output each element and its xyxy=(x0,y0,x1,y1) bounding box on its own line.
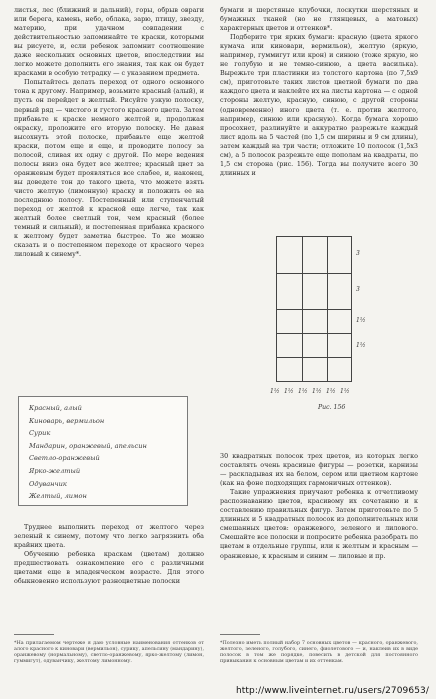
strip-grid-figure xyxy=(270,236,396,446)
footnote-left: *На прилагаемом чертеже я даю условные наименования оттенков от алого красного к киновари (вермильон), сурику, апельсину (мандарину), оранжевому (нормальному), светло-оранжевому, ярко-желтому (лимон, гуммигут), одуванчику, желтому лимонному. xyxy=(14,640,205,665)
hand-list-item: Ярко-желтый xyxy=(29,466,81,475)
footnote-rule xyxy=(220,634,260,635)
hand-list-item: Мандарин, оранжевый, апельсин xyxy=(29,441,147,450)
right-paragraph-1: бумаги и шерстяные клубочки, лоскутки шерстяных и бумажных тканей (но не глянцевых, а матовых) характерных цветов и оттенков*. xyxy=(220,6,418,33)
footnote-right: *Полезно иметь полный набор 7 основных цветов — красного, оранжевого, желтого, зеленого, голубого, синего, фиолетового — и, наклеив их в виде полосок в том же порядке, повесить в детской для постоянного привыкания к основным цветам и их оттенкам. xyxy=(220,640,418,665)
left-paragraph-1: листья, лес (ближний и дальний), горы, обрыв овраги или берега, камень, небо, облака, зарю, птицу, звезду, материю, при удачном совпадении с действительностью запоминайте те краски, которыми вы рисуете, и, если ребенок запомнит соотношение даже нескольких основных цветов, впоследствии вы легко можете дополнить его знания, так как он будет красками в особую тетрадку — с указанием предмета. xyxy=(14,6,204,78)
right-bottom-paragraph-2: Такие упражнения приучают ребенка к отчетливому распознаванию цветов, красивому их сочетанию и к составлению правильных фигур. Затем приготовьте по 5 длинных и 5 квадратных полосок из дополнительных или смешанных цветов: оранжевого, зеленого и лилового. Смешайте все полоски и попросите ребенка разобрать по цветам в отдельные группы, или к желтым и красным — оранжевые, к красным и синим — лиловые и пр. xyxy=(220,488,418,560)
bottom-label: 1½ xyxy=(270,388,280,395)
strip-grid xyxy=(276,236,352,382)
bottom-label: 1½ xyxy=(284,388,294,395)
source-url-watermark[interactable]: http://www.liveinternet.ru/users/2709653/ xyxy=(236,686,429,696)
left-paragraph-2: Попытайтесь делать переход от одного основного тона к другому. Например, возьмите красный (алый), и пусть он перейдет в желтый. Рисуйте узкую полоску, первый ряд — чистого и густого красного цвета. Затем прибавьте к краске немного желтой и, продолжая окраску, проложите его вторую полоску. Не давая высохнуть этой полоске, прибавьте еще желтой краски, потом еще и еще, и проводите полосу за полосой, сливая их одну с другой. По мере ведения полосы вниз она будет все желтее; красный цвет за оранжевым будет проявляться все слабее, и, наконец, вы доведете тон до такого цвета, что можете взять чисто желтую (лимонную) краску и положить ее на последнюю полосу. Постепенный или ступенчатый переход от желтой к красной еще легче, так как желтый более светлый тон, чем красный (более темный и сильный), и постепенная прибавка красного к желтому будет заметна быстрее. То же можно сказать и о постепенном переходе от красного через лиловый к синему*. xyxy=(14,78,204,259)
side-label: 3 xyxy=(356,250,360,257)
figure-caption: Рис. 156 xyxy=(318,404,346,411)
left-bottom-paragraph-1: Труднее выполнить переход от желтого через зеленый к синему, потому что легко загрязнить оба крайних цвета. xyxy=(14,523,204,550)
color-names-handwritten-box xyxy=(18,396,188,506)
hand-list-item: Желтый, лимон xyxy=(29,492,87,501)
hand-list-item: Киноварь, вермильон xyxy=(29,416,105,425)
grid-line xyxy=(277,333,351,334)
side-label: 3 xyxy=(356,286,360,293)
bottom-label: 1½ xyxy=(340,388,350,395)
hand-list-item: Светло-оранжевый xyxy=(29,454,100,463)
right-bottom-text xyxy=(220,452,418,561)
left-column xyxy=(14,6,204,259)
side-label: 1½ xyxy=(356,342,366,349)
bottom-label: 1½ xyxy=(312,388,322,395)
footnote-rule xyxy=(14,634,54,635)
grid-line xyxy=(277,273,351,274)
right-bottom-paragraph-1: 30 квадратных полосок трех цветов, из которых легко составлять очень красивые фигуры — розетки, карнизы — раскладывая их на белом, сером или цветном картоне (как на фоне подходящих гармоничных оттенков). xyxy=(220,452,418,488)
hand-list-item: Одуванчик xyxy=(29,479,67,488)
hand-list-item: Красный, алый xyxy=(29,404,82,412)
grid-line xyxy=(277,357,351,358)
right-paragraph-2: Подберите три ярких бумаги: красную (цвета яркого кумача или киновари, вермильон), желтую (яркую, например, гуммигут или крон) и синюю (тоже яркую, но не голубую и не темно-синюю, а цвета василька). Вырежьте три пластинки из толстого картона (по 7,5х9 см), приготовьте таких листов цветной бумаги по два каждого цвета и наклейте их на листы картона — с одной стороны желтую, красную, синюю, с другой стороны (одновременно) иного цвета (т. е. против желтого, например, синюю или красную). Когда бумага хорошо просохнет, разлинуйте и аккуратно разрежьте каждый лист вдоль на 5 частей (по 1,5 см ширины и 9 см длины), затем каждый на три части; отложите 10 полосок (1,5х3 см), а 5 полосок разрежьте еще пополам на квадраты, по 1,5 см сторона (рис. 156). Тогда вы получите всего 30 длинных и xyxy=(220,33,418,177)
right-column xyxy=(220,6,418,178)
grid-line xyxy=(277,309,351,310)
hand-list-item: Сурик xyxy=(29,429,51,438)
bottom-label: 1½ xyxy=(298,388,308,395)
bottom-label: 1½ xyxy=(326,388,336,395)
side-label: 1½ xyxy=(356,317,366,324)
left-bottom-text xyxy=(14,523,204,586)
left-bottom-paragraph-2: Обучению ребенка краскам (цветам) должно предшествовать ознакомление его с различными цветами еще в младенческом возрасте. Для этого обыкновенно используют разноцветные полоски xyxy=(14,550,204,586)
